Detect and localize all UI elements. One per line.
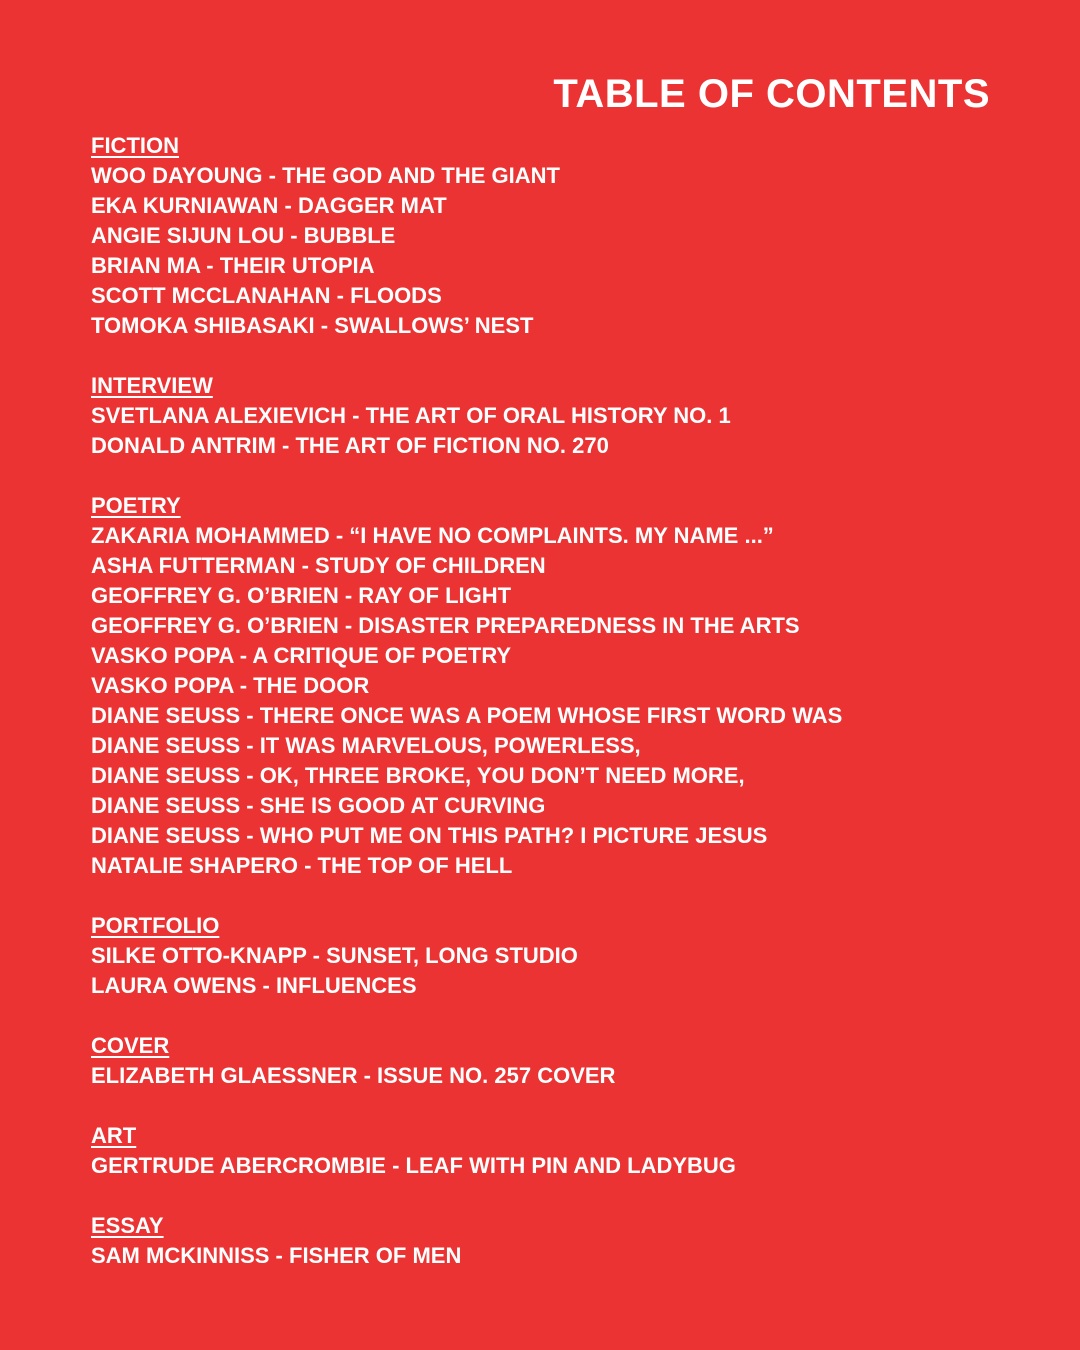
- section-heading: INTERVIEW: [91, 373, 213, 398]
- toc-entry: SAM MCKINNISS - FISHER OF MEN: [91, 1243, 462, 1268]
- toc-section-cover: [91, 1031, 991, 1091]
- toc-list: [91, 131, 991, 1301]
- section-heading: FICTION: [91, 133, 179, 158]
- toc-entry: DIANE SEUSS - WHO PUT ME ON THIS PATH? I PICTURE JESUS: [91, 823, 768, 848]
- toc-entry: NATALIE SHAPERO - THE TOP OF HELL: [91, 853, 513, 878]
- toc-entry: VASKO POPA - A CRITIQUE OF POETRY: [91, 643, 512, 668]
- toc-entry: ELIZABETH GLAESSNER - ISSUE NO. 257 COVER: [91, 1063, 616, 1088]
- toc-section-fiction: [91, 131, 991, 341]
- toc-entry: DIANE SEUSS - IT WAS MARVELOUS, POWERLESS,: [91, 733, 641, 758]
- toc-entry: BRIAN MA - THEIR UTOPIA: [91, 253, 375, 278]
- section-heading: POETRY: [91, 493, 181, 518]
- toc-entry: DIANE SEUSS - OK, THREE BROKE, YOU DON’T NEED MORE,: [91, 763, 745, 788]
- toc-entry: SCOTT MCCLANAHAN - FLOODS: [91, 283, 442, 308]
- toc-entry: DIANE SEUSS - SHE IS GOOD AT CURVING: [91, 793, 546, 818]
- toc-section-essay: [91, 1211, 991, 1271]
- toc-entry: ASHA FUTTERMAN - STUDY OF CHILDREN: [91, 553, 546, 578]
- toc-section-art: [91, 1121, 991, 1181]
- toc-entry: EKA KURNIAWAN - DAGGER MAT: [91, 193, 447, 218]
- toc-entry: GEOFFREY G. O’BRIEN - DISASTER PREPAREDNESS IN THE ARTS: [91, 613, 800, 638]
- toc-entry: VASKO POPA - THE DOOR: [91, 673, 370, 698]
- toc-entry: GEOFFREY G. O’BRIEN - RAY OF LIGHT: [91, 583, 512, 608]
- toc-section-poetry: [91, 491, 991, 881]
- toc-entry: GERTRUDE ABERCROMBIE - LEAF WITH PIN AND LADYBUG: [91, 1153, 736, 1178]
- toc-entry: SVETLANA ALEXIEVICH - THE ART OF ORAL HISTORY NO. 1: [91, 403, 731, 428]
- section-heading: PORTFOLIO: [91, 913, 220, 938]
- toc-entry: DONALD ANTRIM - THE ART OF FICTION NO. 270: [91, 433, 609, 458]
- toc-section-portfolio: [91, 911, 991, 1001]
- section-heading: ESSAY: [91, 1213, 164, 1238]
- toc-entry: SILKE OTTO-KNAPP - SUNSET, LONG STUDIO: [91, 943, 578, 968]
- page-title: TABLE OF CONTENTS: [553, 72, 990, 116]
- toc-entry: ANGIE SIJUN LOU - BUBBLE: [91, 223, 396, 248]
- toc-entry: LAURA OWENS - INFLUENCES: [91, 973, 417, 998]
- toc-entry: TOMOKA SHIBASAKI - SWALLOWS’ NEST: [91, 313, 534, 338]
- section-heading: ART: [91, 1123, 137, 1148]
- section-heading: COVER: [91, 1033, 170, 1058]
- toc-entry: ZAKARIA MOHAMMED - “I HAVE NO COMPLAINTS. MY NAME ...”: [91, 523, 774, 548]
- toc-section-interview: [91, 371, 991, 461]
- toc-entry: DIANE SEUSS - THERE ONCE WAS A POEM WHOSE FIRST WORD WAS: [91, 703, 843, 728]
- toc-entry: WOO DAYOUNG - THE GOD AND THE GIANT: [91, 163, 560, 188]
